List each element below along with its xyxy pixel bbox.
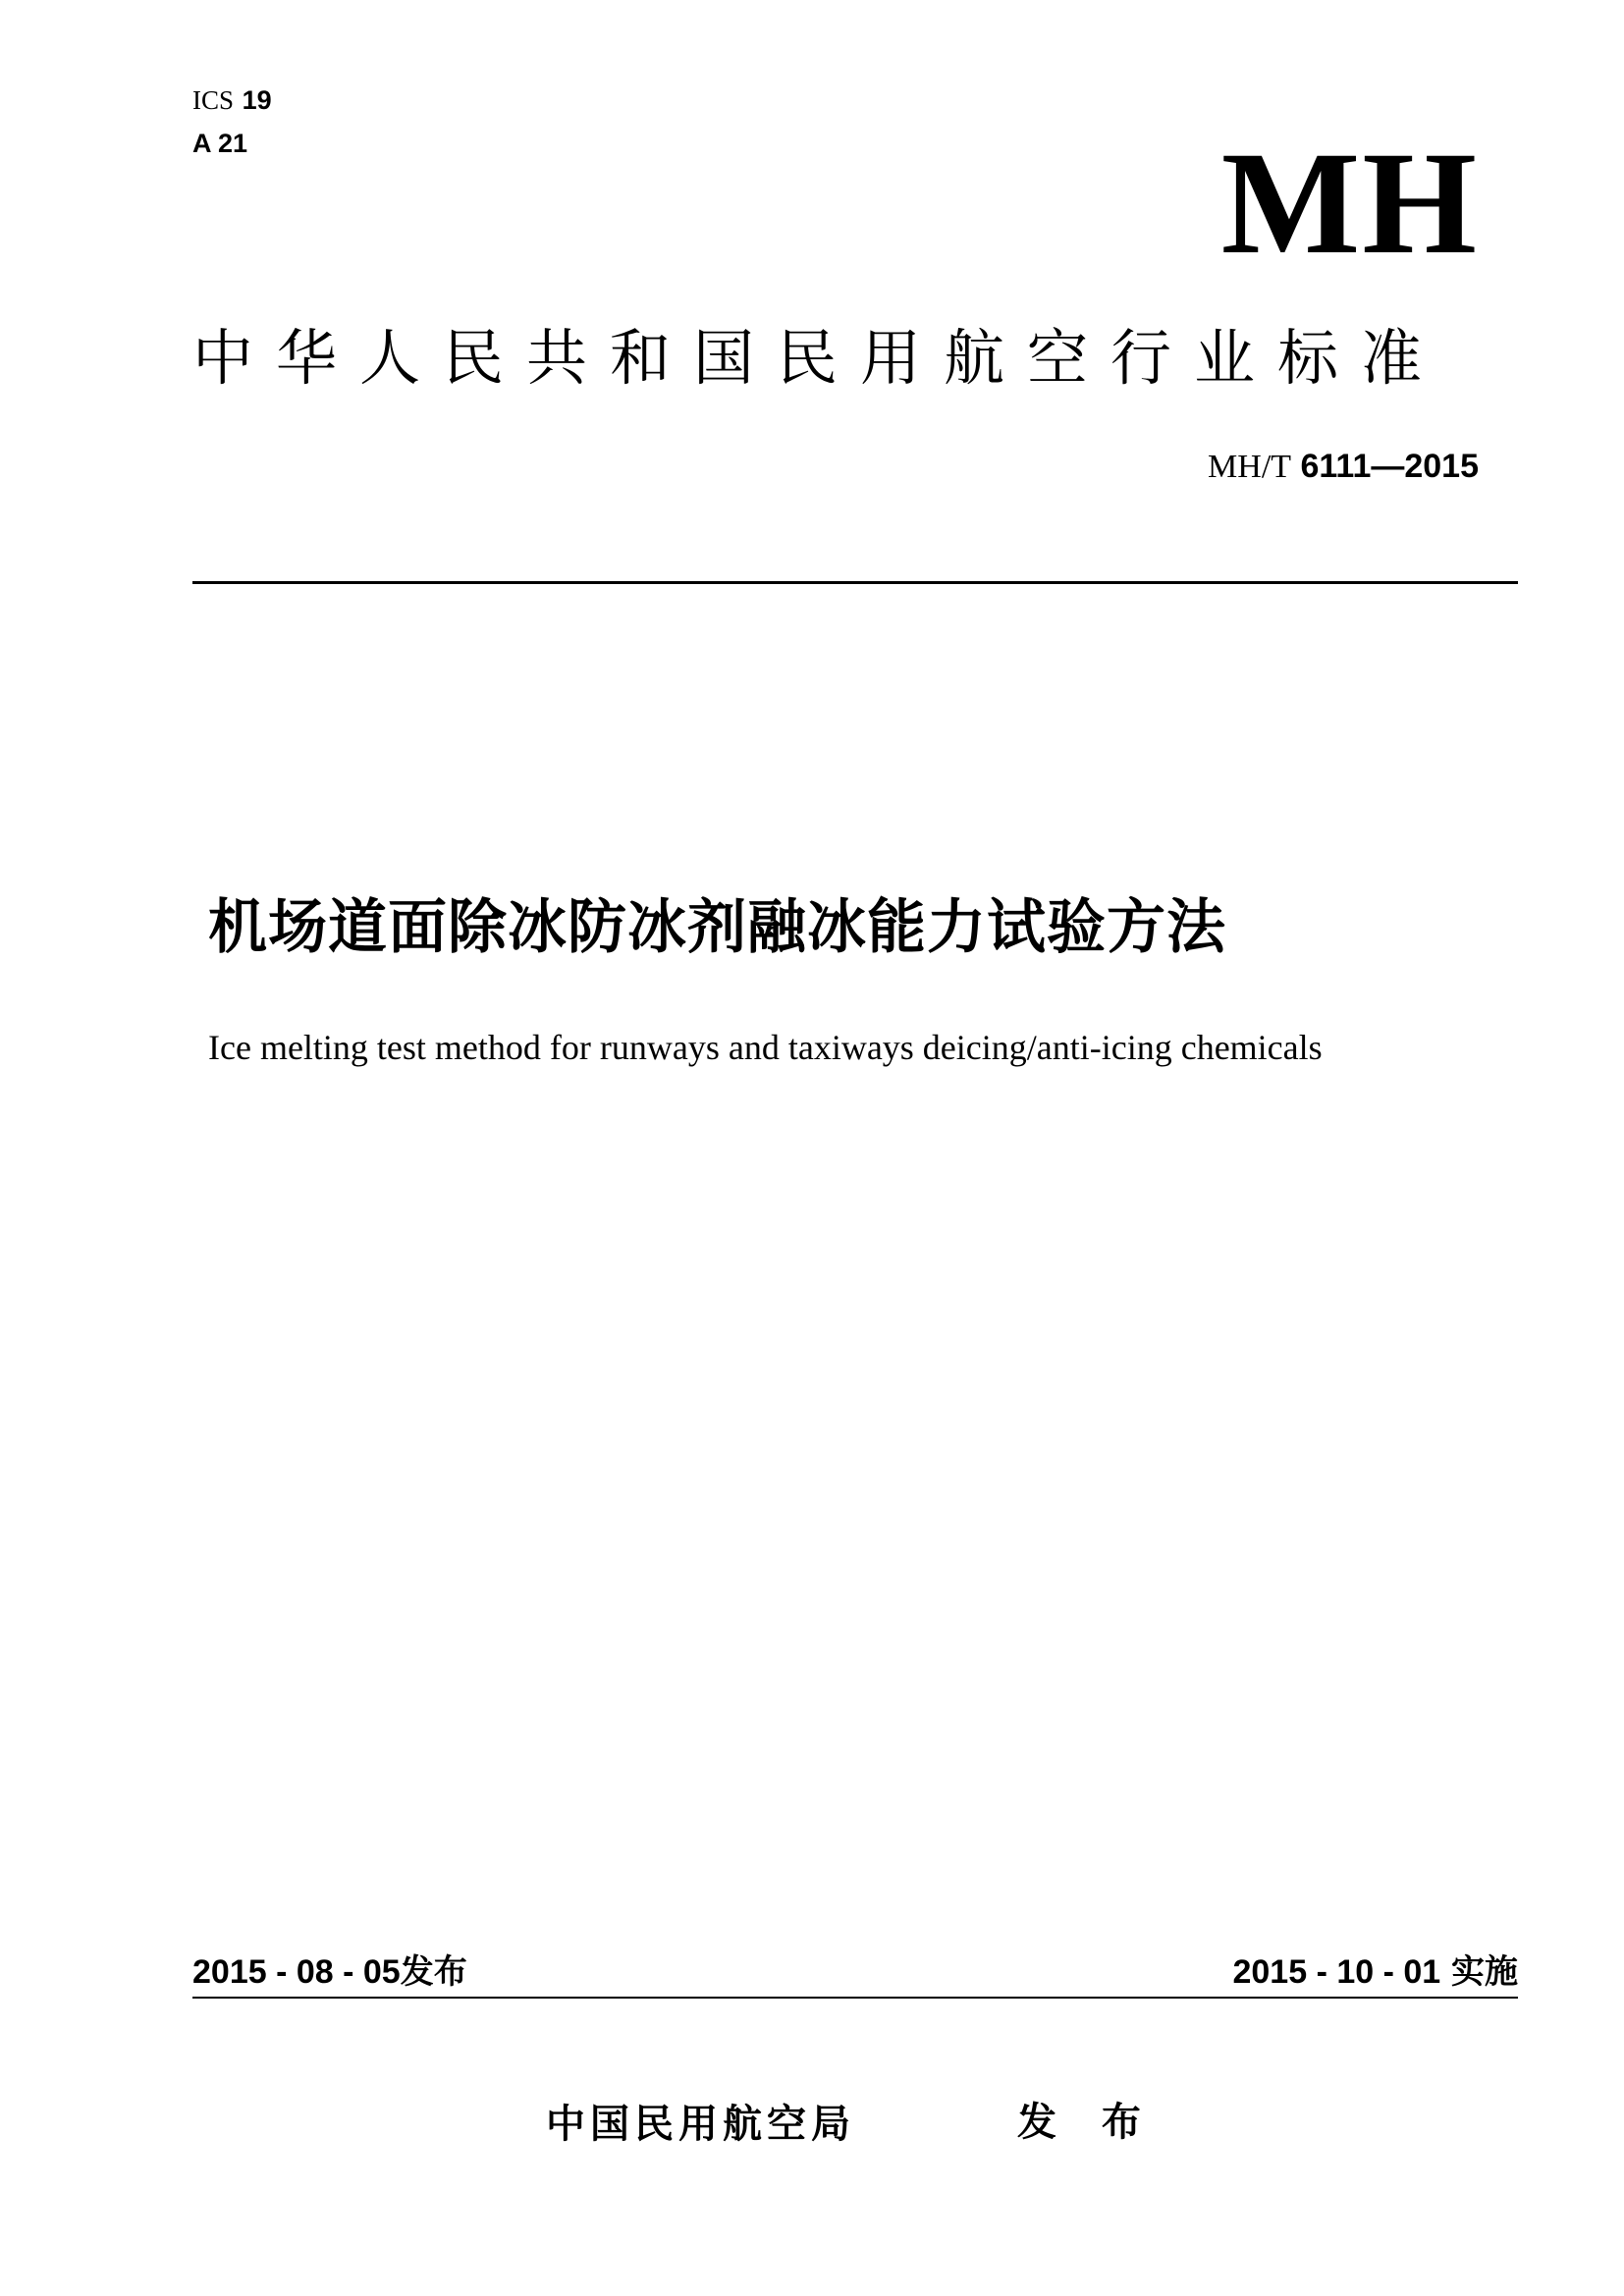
implementation-date	[1232, 1949, 1518, 1995]
header-divider	[192, 581, 1518, 584]
implementation-date-value: 2015 - 10 - 01	[1232, 1953, 1441, 1991]
ccs-classification: A 21	[192, 129, 248, 158]
footer-divider	[192, 1997, 1518, 1999]
standard-number-value: 6111—2015	[1291, 448, 1479, 485]
ics-prefix: ICS	[192, 85, 235, 115]
publisher-name: 中国民用航空局	[546, 2102, 855, 2147]
ics-number: 19	[242, 85, 272, 115]
implementation-date-label: 实施	[1451, 1952, 1518, 1992]
mh-logo: MH	[1220, 122, 1479, 285]
publish-label: 发 布	[1017, 2100, 1157, 2145]
standard-number-prefix: MH/T	[1208, 449, 1292, 485]
document-title-chinese: 机场道面除冰防冰剂融冰能力试验方法	[208, 893, 1226, 962]
issue-date	[192, 1949, 467, 1995]
ics-classification	[192, 82, 272, 119]
document-title-english: Ice melting test method for runways and taxiways deicing/anti-icing chemicals	[208, 1028, 1323, 1067]
standard-number	[1208, 444, 1479, 490]
industry-standard-heading: 中华人民共和国民用航空行业标准	[192, 322, 1445, 394]
issue-date-label: 发布	[400, 1952, 467, 1992]
issue-date-value: 2015 - 08 - 05	[192, 1953, 401, 1991]
